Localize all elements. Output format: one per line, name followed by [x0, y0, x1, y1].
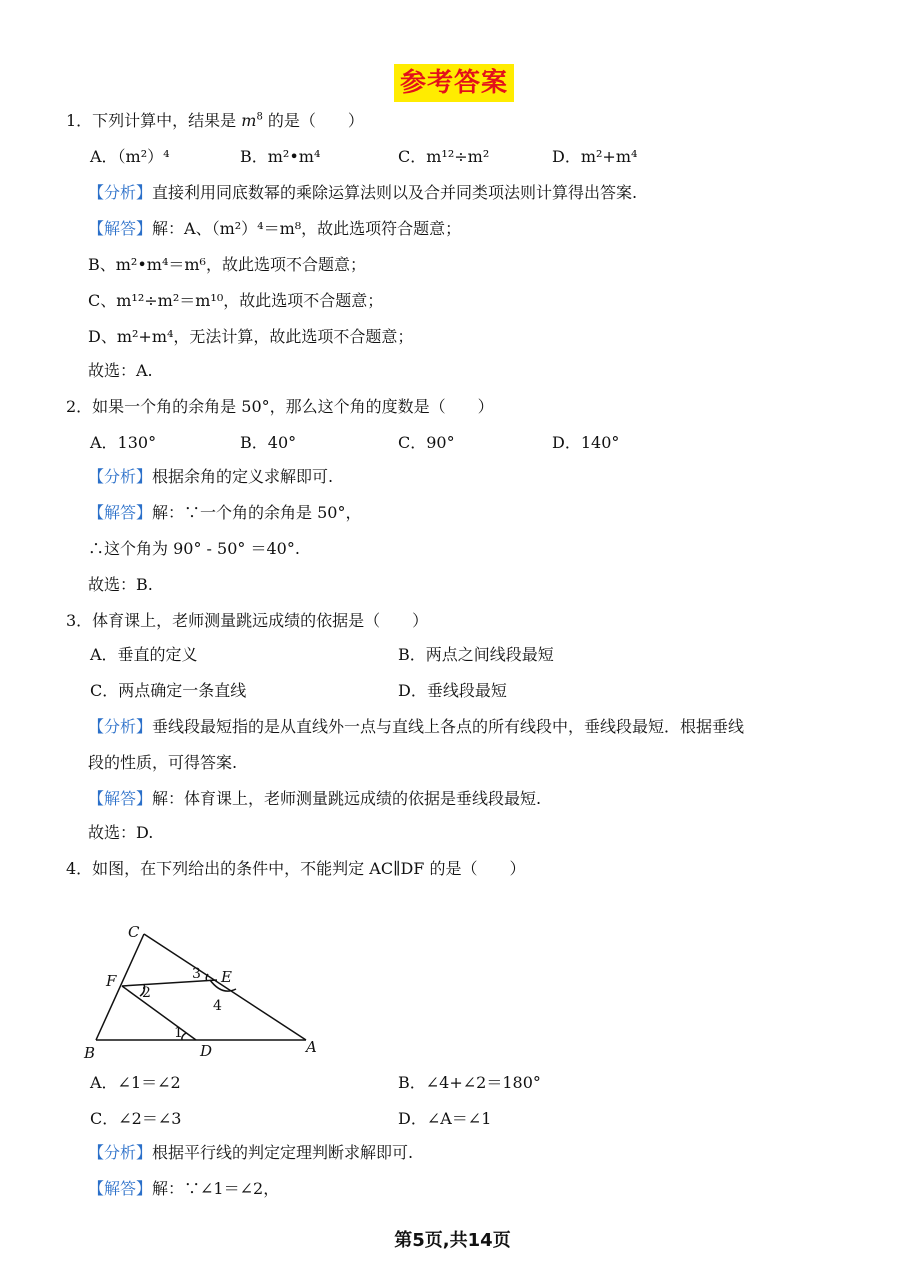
- q1-solution-line-4: D、m²+m⁴，无法计算，故此选项不合题意；: [88, 327, 414, 346]
- q1-analysis: [88, 182, 637, 204]
- page-footer: 第5页,共14页: [394, 1230, 511, 1251]
- q4-option-d: D．∠A＝∠1: [398, 1109, 492, 1128]
- q2-solution-line-1: 解：∵一个角的余角是 50°，: [152, 503, 362, 522]
- q3-option-c: C．两点确定一条直线: [90, 681, 247, 700]
- q1-option-c: C．m¹²÷m²: [398, 147, 490, 166]
- q2-option-c: C．90°: [398, 433, 455, 452]
- fig-label-c: C: [128, 923, 140, 941]
- q1-option-b: B．m²•m⁴: [240, 147, 321, 166]
- analysis-tag: 【分析】: [88, 183, 153, 202]
- question-1-stem-tail: 的是（ ）: [267, 111, 364, 130]
- q3-option-b: B．两点之间线段最短: [398, 645, 554, 664]
- solution-tag: 【解答】: [88, 219, 153, 238]
- q1-solution: [88, 218, 461, 240]
- page-title: 参考答案: [394, 64, 514, 102]
- fig-label-e: E: [221, 968, 232, 986]
- q4-analysis-text: 根据平行线的判定定理判断求解即可.: [152, 1143, 414, 1162]
- q2-option-b: B．40°: [240, 433, 297, 452]
- question-2-stem: 2．如果一个角的余角是 50°，那么这个角的度数是（ ）: [66, 397, 494, 416]
- q2-solution: [88, 502, 361, 524]
- q3-answer: 故选：D.: [88, 823, 154, 842]
- q4-solution-line-1: 解：∵∠1＝∠2，: [152, 1179, 280, 1198]
- q4-option-b: B．∠4+∠2＝180°: [398, 1073, 541, 1092]
- fig-angle-3: 3: [192, 966, 201, 982]
- q3-analysis-text-2: 段的性质，可得答案.: [88, 753, 238, 772]
- q4-option-a: A．∠1＝∠2: [90, 1073, 181, 1092]
- question-4-stem: 4．如图，在下列给出的条件中，不能判定 AC∥DF 的是（ ）: [66, 859, 526, 878]
- fig-angle-2: 2: [142, 985, 151, 1001]
- q3-option-d: D．垂线段最短: [398, 681, 507, 700]
- q3-analysis: [88, 716, 744, 738]
- fig-label-a: A: [306, 1038, 317, 1056]
- fig-label-b: B: [84, 1044, 96, 1062]
- q4-option-c: C．∠2＝∠3: [90, 1109, 182, 1128]
- q2-analysis-text: 根据余角的定义求解即可.: [152, 467, 334, 486]
- analysis-tag: 【分析】: [88, 1143, 153, 1162]
- q3-solution-line-1: 解：体育课上，老师测量跳远成绩的依据是垂线段最短.: [152, 789, 542, 808]
- solution-tag: 【解答】: [88, 503, 153, 522]
- q2-analysis: [88, 466, 333, 488]
- geometry-figure: [80, 920, 330, 1065]
- fig-label-d: D: [200, 1042, 213, 1060]
- q1-solution-line-3: C、m¹²÷m²＝m¹⁰，故此选项不合题意；: [88, 291, 384, 310]
- q1-analysis-text: 直接利用同底数幂的乘除运算法则以及合并同类项法则计算得出答案.: [152, 183, 638, 202]
- solution-tag: 【解答】: [88, 1179, 153, 1198]
- q2-answer: 故选：B.: [88, 575, 153, 594]
- question-1-stem-text: 1．下列计算中，结果是: [66, 111, 237, 130]
- question-3-stem: 3．体育课上，老师测量跳远成绩的依据是（ ）: [66, 611, 429, 630]
- question-1-stem: 1．下列计算中，结果是 $m^8$ 的是（ ）: [66, 111, 364, 130]
- analysis-tag: 【分析】: [88, 717, 153, 736]
- q2-option-d: D．140°: [552, 433, 620, 452]
- q4-analysis: [88, 1142, 413, 1164]
- q1-solution-line-1: 解：A、（m²）⁴＝m⁸，故此选项符合题意；: [152, 219, 462, 238]
- q1-option-d: D．m²+m⁴: [552, 147, 638, 166]
- q3-solution: [88, 788, 541, 810]
- solution-tag: 【解答】: [88, 789, 153, 808]
- fig-angle-4: 4: [213, 998, 222, 1014]
- analysis-tag: 【分析】: [88, 467, 153, 486]
- q2-solution-line-2: ∴这个角为 90° - 50° ＝40°.: [88, 539, 300, 558]
- q1-solution-line-2: B、m²•m⁴＝m⁶，故此选项不合题意；: [88, 255, 366, 274]
- fig-angle-1: 1: [174, 1025, 183, 1041]
- q3-option-a: A．垂直的定义: [90, 645, 198, 664]
- q1-answer: 故选：A.: [88, 361, 153, 380]
- fig-label-f: F: [106, 972, 117, 990]
- q4-solution: [88, 1178, 279, 1200]
- q1-option-a: A．（m²）⁴: [90, 147, 170, 166]
- q2-option-a: A．130°: [90, 433, 157, 452]
- q3-analysis-text-1: 垂线段最短指的是从直线外一点与直线上各点的所有线段中，垂线段最短．根据垂线: [152, 717, 745, 736]
